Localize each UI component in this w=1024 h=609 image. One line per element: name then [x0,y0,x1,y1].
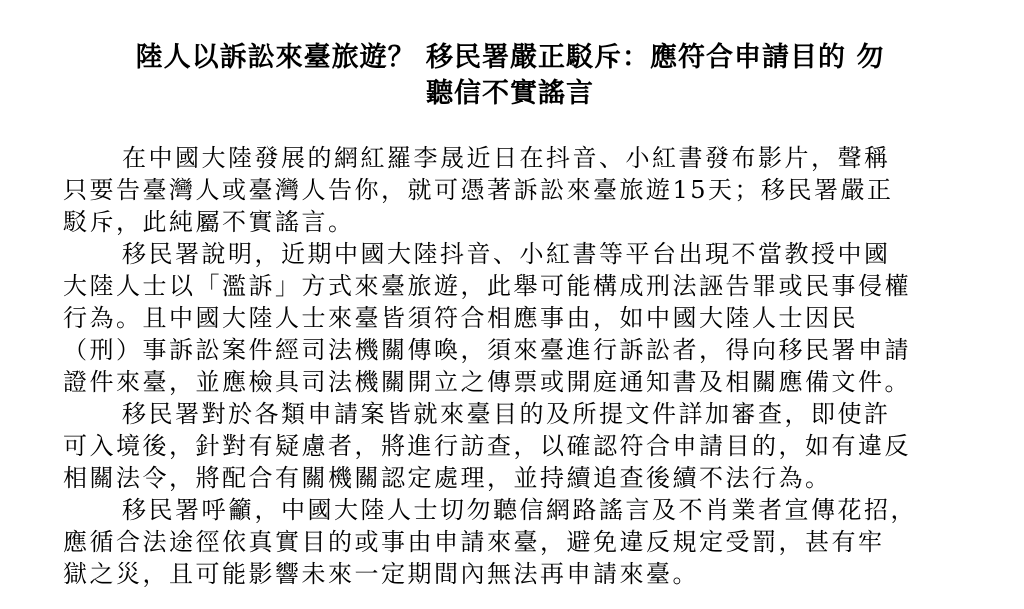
paragraph-4-line-1: 移民署呼籲，中國大陸人士切勿聽信網路謠言及不肖業者宣傳花招， [122,496,917,524]
paragraph-1-line-3: 駁斥，此純屬不實謠言。 [63,208,355,236]
paragraph-4-line-3: 獄之災，且可能影響未來一定期間內無法再申請來臺。 [63,560,699,588]
paragraph-2-line-5: 證件來臺，並應檢具司法機關開立之傳票或開庭通知書及相關應備文件。 [63,368,911,396]
paragraph-3-line-2: 可入境後，針對有疑慮者，將進行訪查，以確認符合申請目的，如有違反 [63,432,911,460]
paragraph-2-line-2: 大陸人士以「濫訴」方式來臺旅遊，此舉可能構成刑法誣告罪或民事侵權 [63,272,911,300]
paragraph-1-line-1: 在中國大陸發展的網紅羅李晟近日在抖音、小紅書發布影片，聲稱 [122,144,891,172]
paragraph-3-line-1: 移民署對於各類申請案皆就來臺目的及所提文件詳加審查，即使許 [122,400,891,428]
paragraph-2-line-3: 行為。且中國大陸人士來臺皆須符合相應事由，如中國大陸人士因民 [63,304,858,332]
article-title-line-1: 陸人以訴訟來臺旅遊？ 移民署嚴正駁斥：應符合申請目的 勿 [135,42,885,73]
paragraph-2-line-1: 移民署說明，近期中國大陸抖音、小紅書等平台出現不當教授中國 [122,240,891,268]
paragraph-1-line-2: 只要告臺灣人或臺灣人告你，就可憑著訴訟來臺旅遊15天；移民署嚴正 [63,176,894,204]
paragraph-2-line-4: （刑）事訴訟案件經司法機關傳喚，須來臺進行訴訟者，得向移民署申請 [63,336,911,364]
paragraph-3-line-3: 相關法令，將配合有關機關認定處理，並持續追查後續不法行為。 [63,464,832,492]
article-title-line-2: 聽信不實謠言 [426,78,594,109]
paragraph-4-line-2: 應循合法途徑依真實目的或事由申請來臺，避免違反規定受罰，甚有牢 [63,528,885,556]
